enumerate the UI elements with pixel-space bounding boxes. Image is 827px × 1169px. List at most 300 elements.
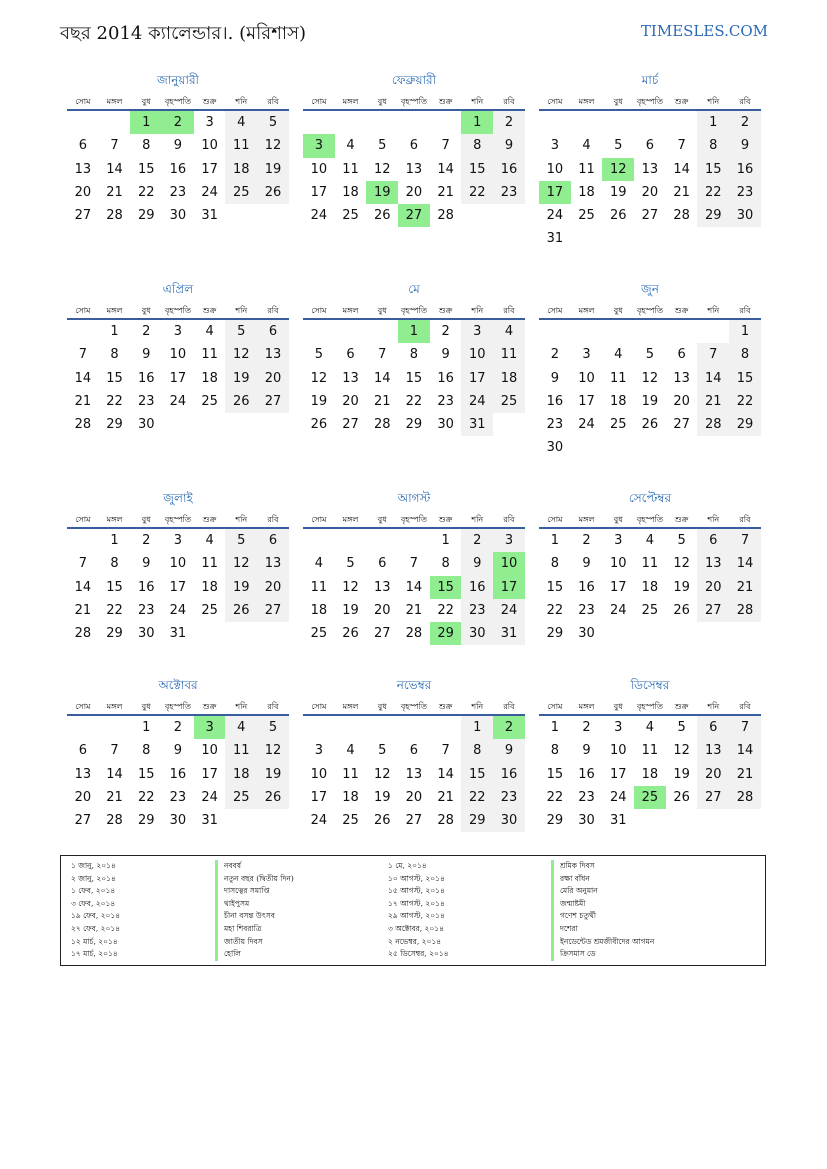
day-cell[interactable]: 4 (225, 111, 257, 134)
day-cell[interactable]: 6 (697, 716, 729, 739)
day-cell[interactable]: 26 (609, 208, 627, 224)
day-cell[interactable]: 11 (578, 161, 595, 177)
day-cell[interactable]: 12 (673, 743, 690, 759)
day-cell[interactable]: 13 (74, 161, 92, 177)
day-cell[interactable]: 23 (578, 789, 595, 805)
day-cell[interactable]: 26 (257, 181, 289, 204)
day-cell[interactable]: 27 (641, 208, 659, 224)
day-cell[interactable]: 13 (697, 739, 729, 762)
day-cell[interactable]: 21 (373, 393, 391, 409)
day-cell[interactable]: 6 (346, 347, 355, 363)
day-cell[interactable]: 18 (342, 789, 359, 805)
day-cell[interactable]: 27 (342, 417, 359, 433)
day-cell[interactable]: 22 (106, 393, 123, 409)
day-cell[interactable]: 27 (257, 390, 289, 413)
day-cell[interactable]: 11 (609, 370, 627, 386)
day-cell[interactable]: 11 (493, 343, 525, 366)
day-cell[interactable]: 7 (677, 138, 686, 154)
day-cell[interactable]: 4 (645, 533, 655, 548)
day-cell[interactable]: 7 (78, 347, 87, 363)
day-cell[interactable]: 2 (142, 324, 151, 339)
day-cell[interactable]: 9 (493, 739, 525, 762)
day-cell[interactable]: 4 (614, 347, 623, 363)
day-cell[interactable]: 9 (461, 552, 493, 575)
day-cell[interactable]: 10 (609, 556, 627, 572)
day-cell[interactable]: 1 (142, 720, 151, 735)
day-cell[interactable]: 18 (342, 184, 359, 200)
day-cell[interactable]: 6 (257, 320, 289, 343)
day-cell[interactable]: 21 (405, 602, 423, 618)
day-cell[interactable]: 28 (673, 208, 690, 224)
day-cell[interactable]: 30 (437, 417, 454, 433)
day-cell[interactable]: 6 (78, 743, 87, 759)
day-cell[interactable]: 11 (201, 556, 218, 572)
day-cell[interactable]: 11 (342, 766, 359, 782)
day-cell[interactable]: 25 (201, 602, 218, 618)
day-cell[interactable]: 12 (641, 370, 659, 386)
day-cell[interactable]: 29 (106, 417, 123, 433)
day-cell[interactable]: 5 (257, 716, 289, 739)
day-cell[interactable]: 28 (74, 626, 92, 642)
day-cell[interactable]: 22 (697, 181, 729, 204)
day-cell[interactable]: 17 (609, 579, 627, 595)
day-cell[interactable]: 4 (582, 138, 591, 154)
day-cell[interactable]: 3 (461, 320, 493, 343)
day-cell[interactable]: 21 (74, 393, 92, 409)
day-cell[interactable]: 24 (201, 184, 218, 200)
day-cell[interactable]: 20 (257, 576, 289, 599)
day-cell[interactable]: 16 (137, 579, 155, 595)
day-cell[interactable]: 11 (201, 347, 218, 363)
day-cell[interactable]: 24 (546, 208, 564, 224)
day-cell[interactable]: 18 (201, 579, 218, 595)
day-cell[interactable]: 5 (225, 529, 257, 552)
day-cell[interactable]: 2 (550, 347, 559, 363)
day-cell[interactable]: 23 (169, 789, 187, 805)
day-cell[interactable]: 2 (173, 720, 183, 735)
day-cell[interactable]: 22 (546, 602, 564, 618)
day-cell[interactable]: 2 (729, 111, 761, 134)
day-cell[interactable]: 27 (74, 813, 92, 829)
day-cell[interactable]: 26 (373, 208, 391, 224)
day-cell[interactable]: 3 (550, 138, 559, 154)
day-cell[interactable]: 8 (697, 134, 729, 157)
day-cell[interactable]: 13 (405, 161, 423, 177)
day-cell[interactable]: 30 (169, 208, 187, 224)
day-cell[interactable]: 6 (409, 138, 419, 154)
holiday-day-cell[interactable]: 1 (130, 111, 162, 134)
day-cell[interactable]: 6 (409, 743, 419, 759)
day-cell[interactable]: 23 (546, 417, 564, 433)
day-cell[interactable]: 5 (677, 533, 686, 548)
day-cell[interactable]: 1 (550, 720, 559, 735)
day-cell[interactable]: 11 (310, 579, 328, 595)
day-cell[interactable]: 15 (106, 370, 123, 386)
day-cell[interactable]: 26 (641, 417, 659, 433)
day-cell[interactable]: 15 (546, 766, 564, 782)
day-cell[interactable]: 22 (461, 181, 493, 204)
day-cell[interactable]: 28 (373, 417, 391, 433)
day-cell[interactable]: 1 (461, 716, 493, 739)
day-cell[interactable]: 8 (441, 556, 450, 572)
day-cell[interactable]: 7 (409, 556, 419, 572)
day-cell[interactable]: 5 (677, 720, 686, 735)
day-cell[interactable]: 15 (697, 158, 729, 181)
day-cell[interactable]: 28 (437, 813, 454, 829)
day-cell[interactable]: 24 (578, 417, 595, 433)
day-cell[interactable]: 30 (137, 417, 155, 433)
day-cell[interactable]: 13 (342, 370, 359, 386)
day-cell[interactable]: 1 (729, 320, 761, 343)
day-cell[interactable]: 15 (461, 763, 493, 786)
day-cell[interactable]: 23 (169, 184, 187, 200)
day-cell[interactable]: 12 (225, 343, 257, 366)
day-cell[interactable]: 24 (609, 789, 627, 805)
day-cell[interactable]: 15 (137, 161, 155, 177)
day-cell[interactable]: 18 (225, 158, 257, 181)
day-cell[interactable]: 26 (342, 626, 359, 642)
day-cell[interactable]: 20 (342, 393, 359, 409)
day-cell[interactable]: 10 (169, 347, 187, 363)
day-cell[interactable]: 3 (173, 324, 183, 339)
day-cell[interactable]: 4 (314, 556, 323, 572)
day-cell[interactable]: 21 (106, 184, 123, 200)
day-cell[interactable]: 17 (461, 367, 493, 390)
day-cell[interactable]: 20 (697, 576, 729, 599)
day-cell[interactable]: 29 (546, 813, 564, 829)
day-cell[interactable]: 4 (346, 138, 355, 154)
day-cell[interactable]: 24 (169, 393, 187, 409)
day-cell[interactable]: 17 (169, 579, 187, 595)
day-cell[interactable]: 7 (378, 347, 387, 363)
day-cell[interactable]: 20 (697, 763, 729, 786)
day-cell[interactable]: 5 (378, 138, 387, 154)
day-cell[interactable]: 27 (697, 599, 729, 622)
holiday-day-cell[interactable]: 2 (493, 716, 525, 739)
day-cell[interactable]: 22 (137, 789, 155, 805)
day-cell[interactable]: 5 (614, 138, 623, 154)
day-cell[interactable]: 3 (173, 533, 183, 548)
day-cell[interactable]: 16 (578, 766, 595, 782)
day-cell[interactable]: 8 (142, 743, 151, 759)
day-cell[interactable]: 8 (110, 347, 119, 363)
holiday-day-cell[interactable]: 19 (366, 181, 398, 204)
day-cell[interactable]: 19 (342, 602, 359, 618)
day-cell[interactable]: 8 (110, 556, 119, 572)
day-cell[interactable]: 23 (137, 602, 155, 618)
day-cell[interactable]: 17 (310, 789, 328, 805)
day-cell[interactable]: 12 (257, 134, 289, 157)
day-cell[interactable]: 28 (405, 626, 423, 642)
day-cell[interactable]: 16 (493, 763, 525, 786)
day-cell[interactable]: 18 (225, 763, 257, 786)
day-cell[interactable]: 5 (346, 556, 355, 572)
day-cell[interactable]: 2 (142, 533, 151, 548)
day-cell[interactable]: 15 (137, 766, 155, 782)
day-cell[interactable]: 7 (729, 529, 761, 552)
day-cell[interactable]: 26 (225, 599, 257, 622)
day-cell[interactable]: 9 (550, 370, 559, 386)
day-cell[interactable]: 17 (169, 370, 187, 386)
day-cell[interactable]: 8 (461, 134, 493, 157)
day-cell[interactable]: 24 (201, 789, 218, 805)
day-cell[interactable]: 15 (405, 370, 423, 386)
day-cell[interactable]: 16 (729, 158, 761, 181)
day-cell[interactable]: 23 (493, 786, 525, 809)
day-cell[interactable]: 14 (697, 367, 729, 390)
day-cell[interactable]: 30 (578, 626, 595, 642)
day-cell[interactable]: 8 (409, 347, 419, 363)
day-cell[interactable]: 11 (225, 739, 257, 762)
day-cell[interactable]: 12 (373, 766, 391, 782)
day-cell[interactable]: 28 (729, 599, 761, 622)
day-cell[interactable]: 3 (493, 529, 525, 552)
day-cell[interactable]: 9 (441, 347, 450, 363)
holiday-day-cell[interactable]: 1 (461, 111, 493, 134)
day-cell[interactable]: 14 (373, 370, 391, 386)
day-cell[interactable]: 23 (493, 181, 525, 204)
day-cell[interactable]: 7 (441, 743, 450, 759)
day-cell[interactable]: 26 (373, 813, 391, 829)
day-cell[interactable]: 29 (729, 413, 761, 436)
day-cell[interactable]: 12 (225, 552, 257, 575)
day-cell[interactable]: 9 (173, 138, 183, 154)
holiday-day-cell[interactable]: 3 (303, 134, 335, 157)
holiday-day-cell[interactable]: 3 (194, 716, 226, 739)
day-cell[interactable]: 29 (461, 809, 493, 832)
day-cell[interactable]: 19 (673, 766, 690, 782)
day-cell[interactable]: 14 (106, 766, 123, 782)
day-cell[interactable]: 14 (729, 739, 761, 762)
day-cell[interactable]: 13 (641, 161, 659, 177)
day-cell[interactable]: 16 (169, 766, 187, 782)
day-cell[interactable]: 13 (257, 343, 289, 366)
holiday-day-cell[interactable]: 17 (493, 576, 525, 599)
day-cell[interactable]: 17 (201, 161, 218, 177)
day-cell[interactable]: 14 (74, 579, 92, 595)
day-cell[interactable]: 29 (405, 417, 423, 433)
day-cell[interactable]: 3 (314, 743, 323, 759)
day-cell[interactable]: 11 (342, 161, 359, 177)
day-cell[interactable]: 3 (205, 115, 214, 130)
day-cell[interactable]: 19 (609, 184, 627, 200)
day-cell[interactable]: 15 (546, 579, 564, 595)
day-cell[interactable]: 10 (310, 161, 328, 177)
day-cell[interactable]: 16 (437, 370, 454, 386)
day-cell[interactable]: 19 (310, 393, 328, 409)
day-cell[interactable]: 14 (74, 370, 92, 386)
day-cell[interactable]: 2 (582, 533, 591, 548)
day-cell[interactable]: 29 (546, 626, 564, 642)
day-cell[interactable]: 3 (614, 533, 623, 548)
day-cell[interactable]: 20 (673, 393, 690, 409)
day-cell[interactable]: 17 (609, 766, 627, 782)
day-cell[interactable]: 28 (106, 813, 123, 829)
holiday-day-cell[interactable]: 12 (602, 158, 634, 181)
day-cell[interactable]: 23 (437, 393, 454, 409)
day-cell[interactable]: 25 (609, 417, 627, 433)
day-cell[interactable]: 3 (614, 720, 623, 735)
day-cell[interactable]: 26 (310, 417, 328, 433)
day-cell[interactable]: 11 (641, 743, 659, 759)
day-cell[interactable]: 30 (729, 204, 761, 227)
day-cell[interactable]: 1 (110, 324, 119, 339)
day-cell[interactable]: 9 (142, 347, 151, 363)
day-cell[interactable]: 20 (641, 184, 659, 200)
day-cell[interactable]: 15 (461, 158, 493, 181)
day-cell[interactable]: 21 (673, 184, 690, 200)
day-cell[interactable]: 6 (697, 529, 729, 552)
day-cell[interactable]: 30 (578, 813, 595, 829)
day-cell[interactable]: 7 (110, 743, 119, 759)
day-cell[interactable]: 10 (578, 370, 595, 386)
day-cell[interactable]: 8 (550, 743, 559, 759)
day-cell[interactable]: 22 (546, 789, 564, 805)
day-cell[interactable]: 23 (578, 602, 595, 618)
day-cell[interactable]: 30 (137, 626, 155, 642)
day-cell[interactable]: 20 (74, 789, 92, 805)
day-cell[interactable]: 31 (609, 813, 627, 829)
day-cell[interactable]: 7 (78, 556, 87, 572)
day-cell[interactable]: 27 (405, 813, 423, 829)
day-cell[interactable]: 12 (673, 556, 690, 572)
day-cell[interactable]: 13 (405, 766, 423, 782)
day-cell[interactable]: 26 (673, 602, 690, 618)
day-cell[interactable]: 28 (697, 413, 729, 436)
day-cell[interactable]: 8 (461, 739, 493, 762)
day-cell[interactable]: 17 (310, 184, 328, 200)
day-cell[interactable]: 10 (609, 743, 627, 759)
day-cell[interactable]: 28 (729, 786, 761, 809)
day-cell[interactable]: 31 (201, 813, 218, 829)
day-cell[interactable]: 6 (645, 138, 655, 154)
day-cell[interactable]: 21 (106, 789, 123, 805)
holiday-day-cell[interactable]: 10 (493, 552, 525, 575)
day-cell[interactable]: 26 (673, 789, 690, 805)
day-cell[interactable]: 6 (378, 556, 387, 572)
day-cell[interactable]: 9 (142, 556, 151, 572)
day-cell[interactable]: 23 (729, 181, 761, 204)
day-cell[interactable]: 19 (373, 789, 391, 805)
day-cell[interactable]: 25 (201, 393, 218, 409)
day-cell[interactable]: 25 (310, 626, 328, 642)
day-cell[interactable]: 14 (437, 161, 454, 177)
day-cell[interactable]: 9 (729, 134, 761, 157)
day-cell[interactable]: 21 (74, 602, 92, 618)
day-cell[interactable]: 1 (697, 111, 729, 134)
day-cell[interactable]: 2 (582, 720, 591, 735)
day-cell[interactable]: 30 (169, 813, 187, 829)
day-cell[interactable]: 9 (493, 134, 525, 157)
day-cell[interactable]: 18 (641, 766, 659, 782)
day-cell[interactable]: 22 (405, 393, 423, 409)
day-cell[interactable]: 27 (373, 626, 391, 642)
day-cell[interactable]: 29 (137, 208, 155, 224)
day-cell[interactable]: 9 (582, 556, 591, 572)
day-cell[interactable]: 30 (546, 440, 564, 456)
day-cell[interactable]: 29 (137, 813, 155, 829)
day-cell[interactable]: 19 (257, 158, 289, 181)
day-cell[interactable]: 21 (437, 789, 454, 805)
holiday-day-cell[interactable]: 29 (430, 622, 462, 645)
day-cell[interactable]: 31 (546, 231, 564, 247)
day-cell[interactable]: 24 (169, 602, 187, 618)
day-cell[interactable]: 18 (310, 602, 328, 618)
day-cell[interactable]: 7 (697, 343, 729, 366)
day-cell[interactable]: 21 (729, 763, 761, 786)
day-cell[interactable]: 26 (257, 786, 289, 809)
holiday-day-cell[interactable]: 27 (398, 204, 430, 227)
day-cell[interactable]: 25 (342, 813, 359, 829)
day-cell[interactable]: 5 (645, 347, 655, 363)
day-cell[interactable]: 22 (437, 602, 454, 618)
day-cell[interactable]: 21 (729, 576, 761, 599)
day-cell[interactable]: 24 (310, 813, 328, 829)
day-cell[interactable]: 10 (169, 556, 187, 572)
day-cell[interactable]: 5 (257, 111, 289, 134)
day-cell[interactable]: 3 (582, 347, 591, 363)
holiday-day-cell[interactable]: 15 (430, 576, 462, 599)
holiday-day-cell[interactable]: 2 (162, 111, 194, 134)
day-cell[interactable]: 16 (461, 576, 493, 599)
day-cell[interactable]: 2 (493, 111, 525, 134)
day-cell[interactable]: 10 (461, 343, 493, 366)
day-cell[interactable]: 13 (257, 552, 289, 575)
day-cell[interactable]: 23 (137, 393, 155, 409)
day-cell[interactable]: 21 (697, 390, 729, 413)
day-cell[interactable]: 27 (697, 786, 729, 809)
day-cell[interactable]: 16 (137, 370, 155, 386)
day-cell[interactable]: 25 (493, 390, 525, 413)
holiday-day-cell[interactable]: 25 (634, 786, 666, 809)
day-cell[interactable]: 5 (378, 743, 387, 759)
day-cell[interactable]: 26 (225, 390, 257, 413)
day-cell[interactable]: 7 (441, 138, 450, 154)
day-cell[interactable]: 24 (493, 599, 525, 622)
day-cell[interactable]: 23 (461, 599, 493, 622)
day-cell[interactable]: 9 (173, 743, 183, 759)
day-cell[interactable]: 8 (729, 343, 761, 366)
day-cell[interactable]: 5 (225, 320, 257, 343)
day-cell[interactable]: 19 (225, 576, 257, 599)
day-cell[interactable]: 18 (578, 184, 595, 200)
day-cell[interactable]: 1 (550, 533, 559, 548)
day-cell[interactable]: 31 (493, 622, 525, 645)
day-cell[interactable]: 20 (373, 602, 391, 618)
day-cell[interactable]: 31 (461, 413, 493, 436)
day-cell[interactable]: 19 (673, 579, 690, 595)
day-cell[interactable]: 17 (578, 393, 595, 409)
day-cell[interactable]: 12 (310, 370, 328, 386)
day-cell[interactable]: 14 (729, 552, 761, 575)
day-cell[interactable]: 11 (641, 556, 659, 572)
day-cell[interactable]: 10 (201, 743, 218, 759)
day-cell[interactable]: 20 (405, 184, 423, 200)
day-cell[interactable]: 4 (205, 324, 214, 339)
day-cell[interactable]: 2 (461, 529, 493, 552)
day-cell[interactable]: 28 (74, 417, 92, 433)
day-cell[interactable]: 8 (550, 556, 559, 572)
day-cell[interactable]: 24 (609, 602, 627, 618)
day-cell[interactable]: 6 (257, 529, 289, 552)
day-cell[interactable]: 31 (201, 208, 218, 224)
day-cell[interactable]: 18 (641, 579, 659, 595)
day-cell[interactable]: 25 (225, 786, 257, 809)
day-cell[interactable]: 13 (373, 579, 391, 595)
day-cell[interactable]: 4 (225, 716, 257, 739)
site-brand[interactable]: TIMESLES.COM (640, 22, 768, 40)
day-cell[interactable]: 13 (673, 370, 690, 386)
